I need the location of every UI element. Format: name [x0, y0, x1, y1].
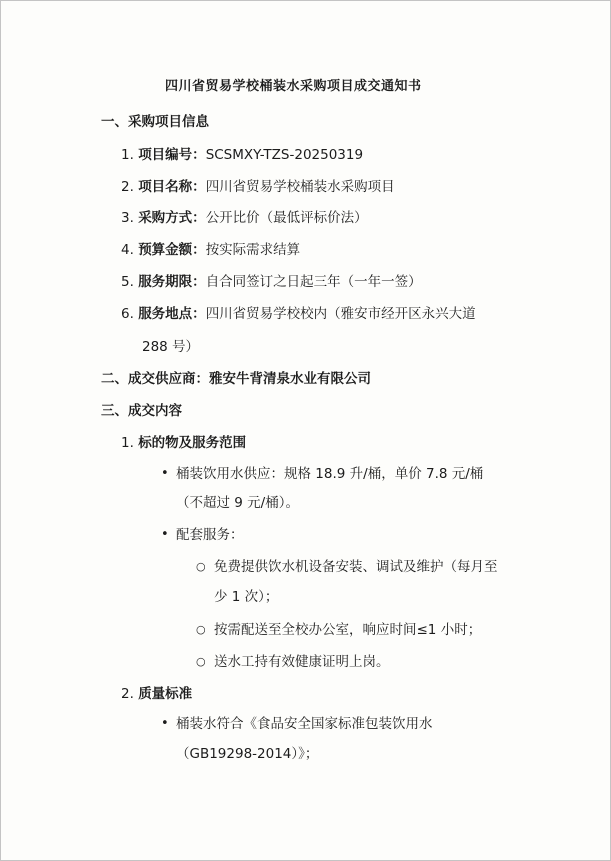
sub-title: 质量标准	[138, 686, 193, 702]
item-label: 采购方式：	[138, 210, 206, 226]
item-service-period	[121, 273, 422, 291]
item-value: 四川省贸易学校校内（雅安市经开区永兴大道	[205, 306, 476, 322]
item-procurement-method	[121, 209, 368, 227]
item-value: 按实际需求结算	[205, 242, 301, 258]
item-label: 项目编号：	[138, 147, 206, 163]
section1-heading: 一、采购项目信息	[101, 114, 209, 130]
item-label: 预算金额：	[138, 242, 206, 258]
quality-standard-line2: （GB19298-2014）》；	[176, 746, 319, 762]
sub2-heading	[121, 685, 192, 703]
service-item-1-line1: 免费提供饮水机设备安装、调试及维护（每月至	[214, 559, 498, 575]
service-item-1-line2: 少 1 次）；	[214, 589, 279, 605]
circle-bullet-icon: ○	[196, 560, 206, 573]
sub-num: 1.	[121, 435, 134, 451]
item-num: 4.	[121, 242, 134, 258]
item-project-number	[121, 146, 363, 164]
item-num: 6.	[121, 306, 134, 322]
item-label: 项目名称：	[138, 179, 206, 195]
sub-title: 标的物及服务范围	[138, 435, 247, 451]
section2-heading: 二、成交供应商：	[101, 371, 209, 387]
sub1-heading	[121, 434, 246, 452]
item-value: 四川省贸易学校桶装水采购项目	[205, 179, 395, 195]
circle-bullet-icon: ○	[196, 655, 206, 668]
item-label: 服务期限：	[138, 274, 206, 290]
quality-standard-line1: 桶装水符合《食品安全国家标准包装饮用水	[176, 716, 433, 732]
section3-heading: 三、成交内容	[101, 403, 182, 419]
item-project-name	[121, 178, 395, 196]
item-budget	[121, 241, 300, 259]
item-service-location	[121, 305, 476, 323]
document-title: 四川省贸易学校桶装水采购项目成交通知书	[165, 79, 422, 94]
item-label: 服务地点：	[138, 306, 206, 322]
section2-line	[101, 370, 371, 388]
bullet-icon: •	[161, 716, 169, 731]
item-num: 1.	[121, 147, 134, 163]
supplier-name: 雅安牛背清泉水业有限公司	[209, 371, 371, 387]
water-supply-line2: （不超过 9 元/桶）。	[176, 495, 299, 511]
item-num: 3.	[121, 210, 134, 226]
bullet-icon: •	[161, 466, 169, 481]
item-num: 2.	[121, 179, 134, 195]
service-item-2: 按需配送至全校办公室，响应时间≤1 小时；	[214, 622, 482, 638]
item-value: SCSMXY-TZS-20250319	[205, 147, 364, 163]
item-service-location-cont: 288 号）	[142, 339, 200, 355]
water-supply-line1: 桶装饮用水供应：规格 18.9 升/桶，单价 7.8 元/桶	[176, 466, 484, 482]
bullet-icon: •	[161, 527, 169, 542]
sub-num: 2.	[121, 686, 134, 702]
item-value: 自合同签订之日起三年（一年一签）	[205, 274, 422, 290]
circle-bullet-icon: ○	[196, 623, 206, 636]
item-num: 5.	[121, 274, 134, 290]
service-item-3: 送水工持有效健康证明上岗。	[214, 654, 390, 670]
support-services-label: 配套服务：	[176, 527, 244, 543]
item-value: 公开比价（最低评标价法）	[205, 210, 368, 226]
